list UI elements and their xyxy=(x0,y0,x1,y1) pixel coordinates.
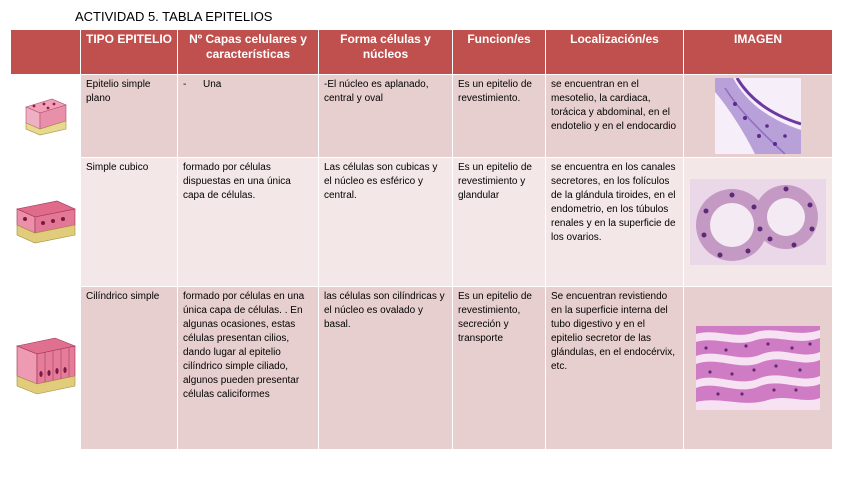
cell-imagen xyxy=(684,75,833,158)
header-forma: Forma células y núcleos xyxy=(319,30,453,75)
header-thumbnail-cell xyxy=(11,30,81,75)
page-title: ACTIVIDAD 5. TABLA EPITELIOS xyxy=(75,9,273,24)
table-row xyxy=(11,287,833,450)
cell-funcion: Es un epitelio de revestimiento y glandular xyxy=(453,158,546,287)
micrograph-columnar-image xyxy=(696,326,820,410)
header-imagen: IMAGEN xyxy=(684,30,833,75)
thumbnail-cell xyxy=(11,158,81,287)
cell-forma: -El núcleo es aplanado, central y oval xyxy=(319,75,453,158)
cell-capas: - Una xyxy=(178,75,319,158)
header-funcion: Funcion/es xyxy=(453,30,546,75)
cell-tipo: Simple cubico xyxy=(81,158,178,287)
cell-funcion: Es un epitelio de revestimiento. xyxy=(453,75,546,158)
cell-tipo: Cilíndrico simple xyxy=(81,287,178,450)
simple-squamous-diagram-icon xyxy=(22,93,70,139)
cell-localizacion: Se encuentran revistiendo en la superficie interna del tubo digestivo y en el epitelio secretor de las glándulas, en el endocérvix, etc. xyxy=(546,287,684,450)
cell-imagen xyxy=(684,158,833,287)
table-row xyxy=(11,75,833,158)
cell-capas: formado por células dispuestas en una única capa de células. xyxy=(178,158,319,287)
cell-tipo: Epitelio simple plano xyxy=(81,75,178,158)
thumbnail-cell xyxy=(11,75,81,158)
cell-imagen xyxy=(684,287,833,450)
cell-capas: formado por células en una única capa de células. . En algunas ocasiones, estas células presentan cilios, dando lugar al epitelio cilíndrico simple ciliado, algunos pueden presentar células caliciformes xyxy=(178,287,319,450)
table-header-row xyxy=(11,30,833,75)
cell-localizacion: se encuentra en los canales secretores, en los folículos de la glándula tiroides, en el endometrio, en los túbulos renales y en la superficie de los ovarios. xyxy=(546,158,684,287)
thumbnail-cell xyxy=(11,287,81,450)
cell-forma: Las células son cubicas y el núcleo es esférico y central. xyxy=(319,158,453,287)
cell-funcion: Es un epitelio de revestimiento, secreción y transporte xyxy=(453,287,546,450)
header-capas: Nº Capas celulares y características xyxy=(178,30,319,75)
micrograph-squamous-image xyxy=(715,78,801,154)
simple-cuboidal-diagram-icon xyxy=(15,199,77,245)
header-localizacion: Localización/es xyxy=(546,30,684,75)
cell-forma: las células son cilíndricas y el núcleo es ovalado y basal. xyxy=(319,287,453,450)
micrograph-cuboidal-image xyxy=(690,179,826,265)
epithelium-table xyxy=(10,29,833,450)
cell-localizacion: se encuentran en el mesotelio, la cardiaca, torácica y abdominal, en el endotelio y en el endocardio xyxy=(546,75,684,158)
header-tipo: TIPO EPITELIO xyxy=(81,30,178,75)
table-row xyxy=(11,158,833,287)
simple-columnar-diagram-icon xyxy=(15,336,77,400)
